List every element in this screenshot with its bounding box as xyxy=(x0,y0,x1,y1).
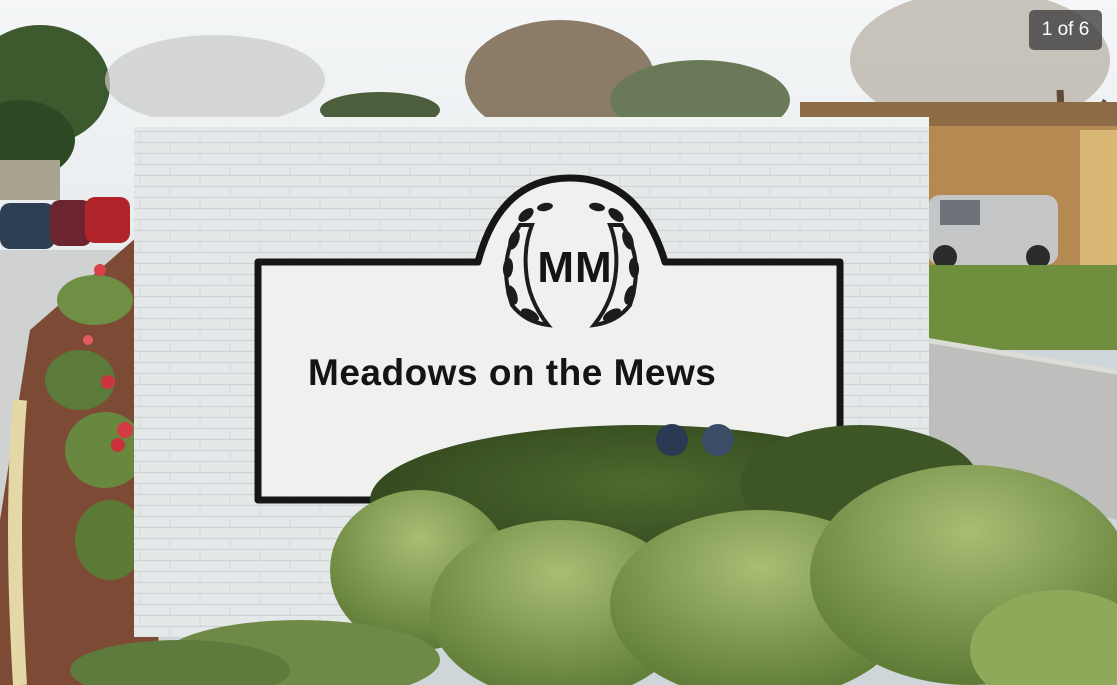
lawn-right xyxy=(915,265,1117,350)
sign-name-text: Meadows on the Mews xyxy=(308,352,717,393)
parked-cars-left xyxy=(0,197,130,249)
image-counter-badge[interactable]: 1 of 6 xyxy=(1029,10,1102,50)
sign-monogram: MM xyxy=(537,243,613,292)
